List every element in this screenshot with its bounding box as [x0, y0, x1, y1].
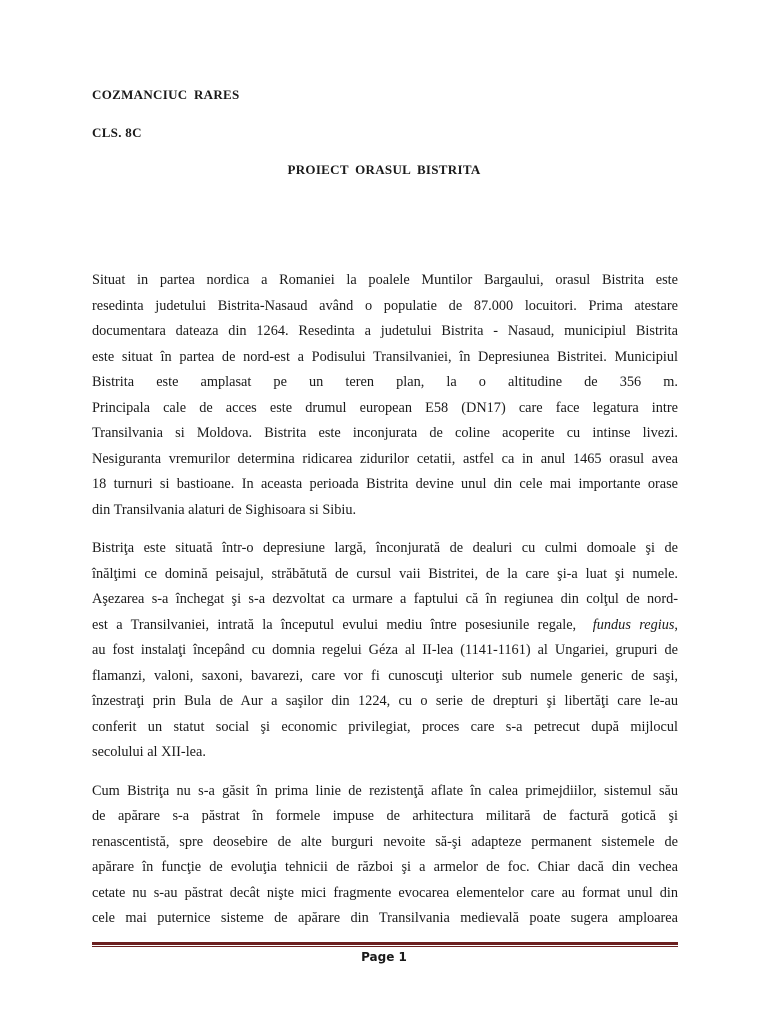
author-name: COZMANCIUC RARES: [92, 87, 240, 102]
paragraph-3: [92, 779, 678, 932]
text-line: de apărare s-a păstrat în formele impuse de arhitectura militară de factură gotică şi: [92, 808, 678, 824]
class-label: CLS. 8C: [92, 125, 142, 140]
text-line: documentara dateaza din 1264. Resedinta a judetului Bistrita - Nasaud, municipiul Bistrita: [92, 323, 678, 339]
text-line: apărare în funcţie de evoluţia tehnicii de război şi a armelor de foc. Chiar dacă din vechea: [92, 859, 678, 875]
italic-term: fundus regius: [592, 616, 675, 633]
text-line: Situat in partea nordica a Romaniei la poalele Muntilor Bargaului, orasul Bistrita este: [92, 272, 678, 288]
text-line: Bistriţa este situată într-o depresiune largă, înconjurată de dealuri cu culmi domoale şi de: [92, 540, 678, 556]
text-line: Nesiguranta vremurilor determina ridicarea zidurilor cetatii, astfel ca in anul 1465 orasul avea: [92, 450, 678, 467]
text-line: Transilvania si Moldova. Bistrita este inconjurata de coline acoperite cu intinse livezi.: [92, 425, 678, 441]
paragraph-1: [92, 268, 678, 523]
paragraph-2: [92, 536, 678, 766]
text-line: conferit un statut social şi economic privilegiat, proces care s-a petrecut după mijlocul: [92, 718, 678, 735]
text-line-with-italic: est a Transilvaniei, intrată la începutul evului mediu între posesiunile regale, fundus regius,: [92, 616, 678, 633]
text-line: cele mai puternice sisteme de apărare din Transilvania medievală poate sugera amploarea: [92, 910, 678, 926]
text-line: este situat în partea de nord-est a Podisului Transilvaniei, în Depresiunea Bistritei. Municipiul: [92, 348, 678, 365]
text-line: Bistrita este amplasat pe un teren plan, la o altitudine de 356 m.: [92, 374, 678, 390]
text-line: înzestraţi prin Bula de Aur a saşilor din 1224, cu o serie de drepturi şi libertăţi care le-au: [92, 693, 678, 709]
footer-rule-thin: [92, 946, 678, 947]
text-line: Aşezarea s-a închegat şi s-a dezvoltat ca urmare a faptului că în regiunea din colţul de nord-: [92, 591, 678, 607]
text-line: secolului al XII-lea.: [92, 744, 206, 760]
body-text: [92, 268, 678, 945]
text-segment: est a Transilvaniei, intrată la începutul evului mediu între posesiunile regale,: [92, 616, 577, 633]
text-line: înălţimi ce domină peisajul, străbătută de cursul vaii Bistritei, de la care şi-a luat şi numele.: [92, 565, 678, 582]
text-line: au fost instalaţi începând cu domnia regelui Géza al II-lea (1141-1161) al Ungariei, grupuri de: [92, 642, 678, 658]
footer-rule-thick: [92, 942, 678, 945]
text-line: renascentistă, spre deosebire de alte burguri nevoite să-şi adapteze permanent sistemele de: [92, 833, 678, 850]
text-line: 18 turnuri si bastioane. In aceasta perioada Bistrita devine unul din cele mai importante orase: [92, 476, 678, 492]
text-line: Principala cale de acces este drumul european E58 (DN17) care face legatura intre: [92, 399, 678, 416]
text-line: flamanzi, valoni, saxoni, bavarezi, care vor fi cunoscuţi ulterior sub numele generic de saşi,: [92, 667, 678, 684]
page-number: Page 1: [361, 950, 407, 964]
text-line: Cum Bistriţa nu s-a găsit în prima linie de rezistenţă aflate în calea primejdiilor, sistemul său: [92, 782, 678, 799]
text-line: resedinta judetului Bistrita-Nasaud având o populatie de 87.000 locuitori. Prima atestare: [92, 297, 678, 314]
text-line: cetate nu s-au păstrat decât nişte mici fragmente evocarea elementelor care au format unul din: [92, 884, 678, 901]
document-title: PROIECT ORASUL BISTRITA: [287, 162, 481, 177]
text-line: din Transilvania alaturi de Sighisoara si Sibiu.: [92, 501, 357, 518]
